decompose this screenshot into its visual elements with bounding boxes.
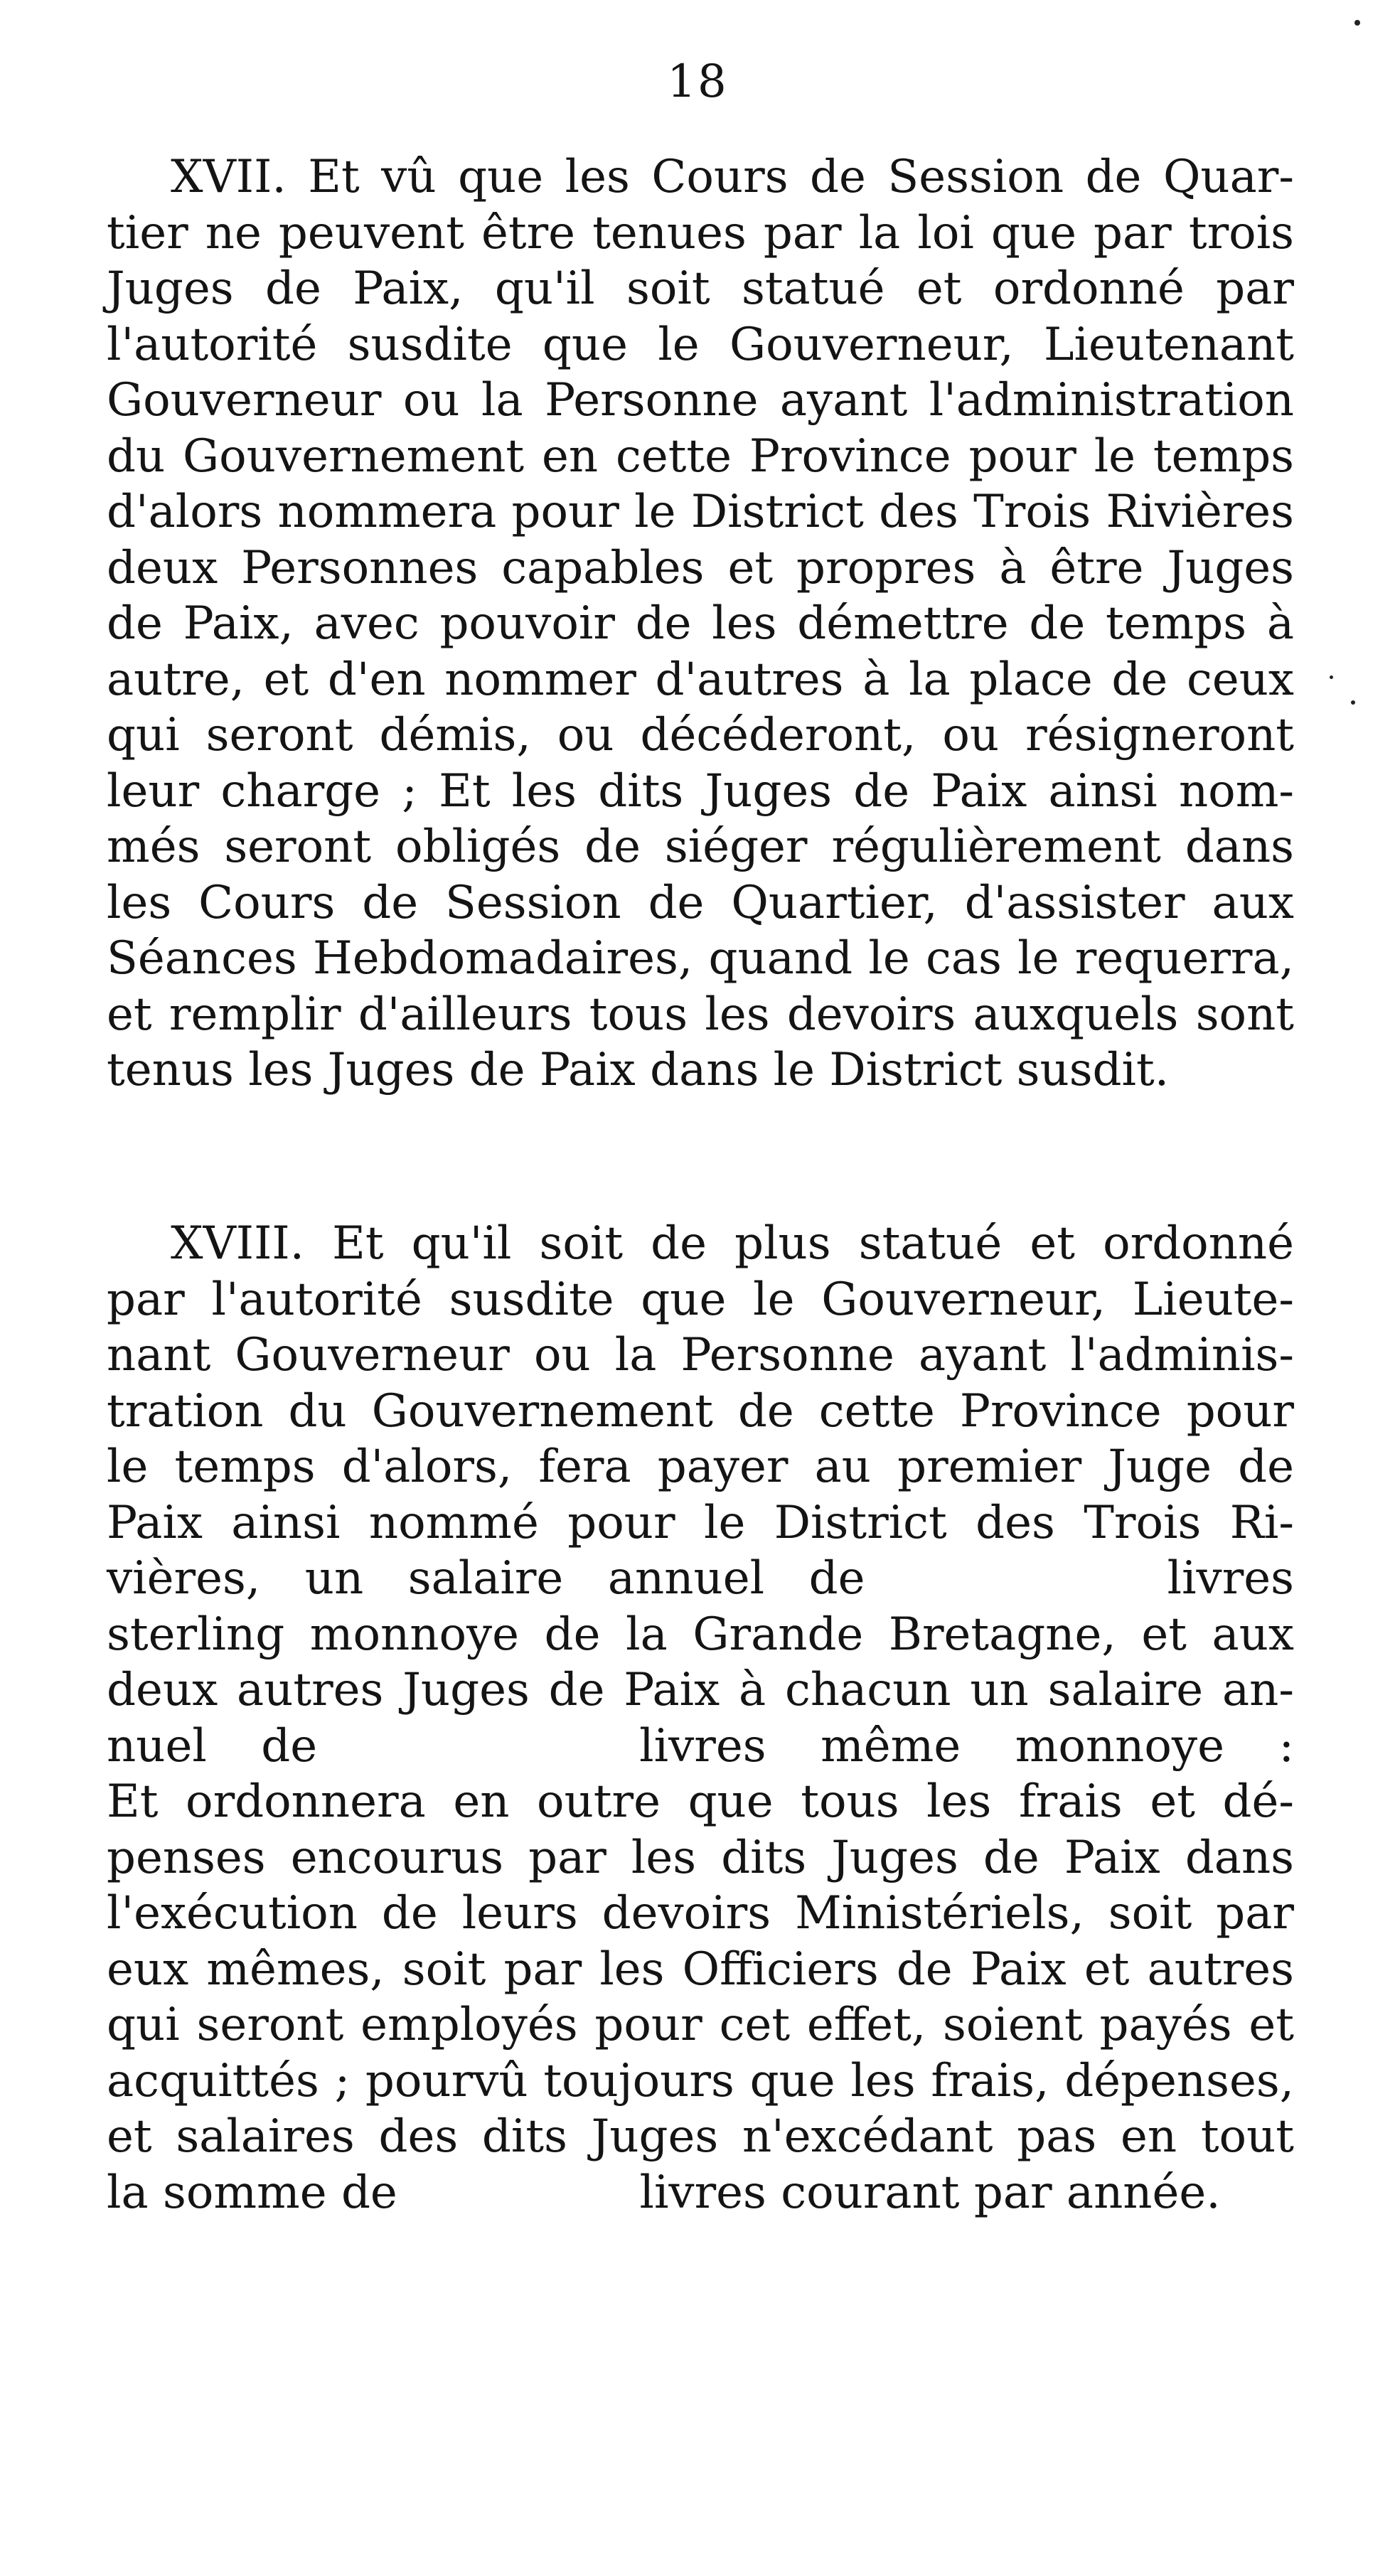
- article-xviii: [107, 1216, 1294, 2220]
- scan-speck: [1330, 675, 1333, 679]
- text-line: [107, 149, 1294, 205]
- text-line: [107, 875, 1294, 931]
- text-line: [107, 1719, 1294, 1775]
- text-line: [107, 1439, 1294, 1495]
- line-text: tier ne peuvent être tenues par la loi que par trois: [107, 206, 1294, 260]
- line-text: et salaires des dits Juges n'excédant pas en tout: [107, 2110, 1294, 2163]
- line-text: Et vû que les Cours de Session de Quar-: [308, 151, 1295, 203]
- line-text: qui seront démis, ou décéderont, ou résigneront: [107, 709, 1294, 761]
- line-text: la somme de: [107, 2166, 397, 2219]
- text-line: [107, 2109, 1294, 2165]
- text-line: [107, 987, 1294, 1043]
- text-line: [107, 1830, 1294, 1886]
- line-text: nuel de: [107, 1719, 318, 1773]
- line-text: tenus les Juges de Paix dans le District susdit.: [107, 1044, 1170, 1096]
- line-text: Et qu'il soit de plus statué et ordonné: [332, 1217, 1295, 1270]
- text-line: [107, 1662, 1294, 1719]
- line-text: l'autorité susdite que le Gouverneur, Lieutenant: [107, 318, 1294, 371]
- line-text: par l'autorité susdite que le Gouverneur, Lieute-: [107, 1273, 1294, 1326]
- text-line: [107, 1327, 1294, 1384]
- text-line: [107, 764, 1294, 820]
- text-line: [107, 429, 1294, 485]
- line-text: leur charge ; Et les dits Juges de Paix ainsi nom-: [107, 764, 1294, 818]
- text-line: [107, 819, 1294, 875]
- line-text: et remplir d'ailleurs tous les devoirs auxquels sont: [107, 988, 1294, 1041]
- line-text: Gouverneur ou la Personne ayant l'administration: [107, 374, 1294, 427]
- line-text: qui seront employés pour cet effet, soient payés et: [107, 1999, 1294, 2051]
- article-numeral: XVIII.: [171, 1217, 304, 1270]
- text-line: [107, 205, 1294, 262]
- text-line: [107, 1551, 1294, 1607]
- scan-speck: [1354, 20, 1360, 26]
- text-line: [107, 707, 1294, 764]
- text-line: [107, 1942, 1294, 1998]
- line-text: tration du Gouvernement de cette Province pour: [107, 1384, 1294, 1438]
- line-text: livres courant par année.: [639, 2166, 1221, 2219]
- line-text: deux autres Juges de Paix à chacun un salaire an-: [107, 1664, 1294, 1716]
- line-text: acquittés ; pourvû toujours que les frais, dépenses,: [107, 2054, 1294, 2107]
- text-line: [107, 931, 1294, 987]
- line-text: eux mêmes, soit par les Officiers de Paix et autres: [107, 1942, 1294, 1996]
- text-line: [107, 1216, 1294, 1272]
- line-text: les Cours de Session de Quartier, d'assister aux: [107, 876, 1294, 929]
- line-text: Et ordonnera en outre que tous les frais et dé-: [107, 1775, 1294, 1828]
- text-line: [107, 652, 1294, 708]
- line-text: més seront obligés de siéger régulièrement dans: [107, 821, 1294, 873]
- text-line: [107, 317, 1294, 373]
- line-text: vières, un salaire annuel de: [107, 1552, 865, 1605]
- text-line: [107, 1774, 1294, 1830]
- line-text: le temps d'alors, fera payer au premier Juge de: [107, 1441, 1294, 1493]
- text-line: [107, 540, 1294, 597]
- line-text: deux Personnes capables et propres à être Juges: [107, 541, 1294, 594]
- line-text: nant Gouverneur ou la Personne ayant l'adminis-: [107, 1329, 1294, 1381]
- line-text: penses encourus par les dits Juges de Paix dans: [107, 1831, 1294, 1884]
- line-text: Séances Hebdomadaires, quand le cas le requerra,: [107, 932, 1294, 985]
- line-text: du Gouvernement en cette Province pour le temps: [107, 429, 1294, 483]
- line-text: autre, et d'en nommer d'autres à la place de ceux: [107, 653, 1294, 706]
- line-text: Paix ainsi nommé pour le District des Trois Ri-: [107, 1496, 1294, 1549]
- text-line: [107, 596, 1294, 652]
- line-text: de Paix, avec pouvoir de les démettre de temps à: [107, 597, 1294, 650]
- text-line: [107, 373, 1294, 429]
- line-text: livres: [1167, 1552, 1295, 1605]
- scan-speck: [1351, 700, 1355, 705]
- page-number: 18: [667, 55, 728, 108]
- text-line: [107, 1997, 1294, 2053]
- text-line: [107, 1272, 1294, 1328]
- text-line: [107, 1607, 1294, 1663]
- text-line: [107, 484, 1294, 540]
- text-line: [107, 1042, 1294, 1099]
- text-line: [107, 2053, 1294, 2110]
- line-text: sterling monnoye de la Grande Bretagne, et aux: [107, 1608, 1294, 1661]
- text-line: [107, 261, 1294, 317]
- text-line: [107, 1886, 1294, 1942]
- line-text: livres même monnoye :: [639, 1719, 1295, 1773]
- line-text: d'alors nommera pour le District des Trois Rivières: [107, 486, 1294, 538]
- line-text: Juges de Paix, qu'il soit statué et ordonné par: [107, 262, 1294, 315]
- article-xvii: [107, 149, 1294, 1099]
- text-line: [107, 1495, 1294, 1551]
- line-text: l'exécution de leurs devoirs Ministériels, soit par: [107, 1887, 1294, 1940]
- text-line: [107, 2165, 1294, 2221]
- article-numeral: XVII.: [171, 151, 287, 203]
- text-line: [107, 1384, 1294, 1440]
